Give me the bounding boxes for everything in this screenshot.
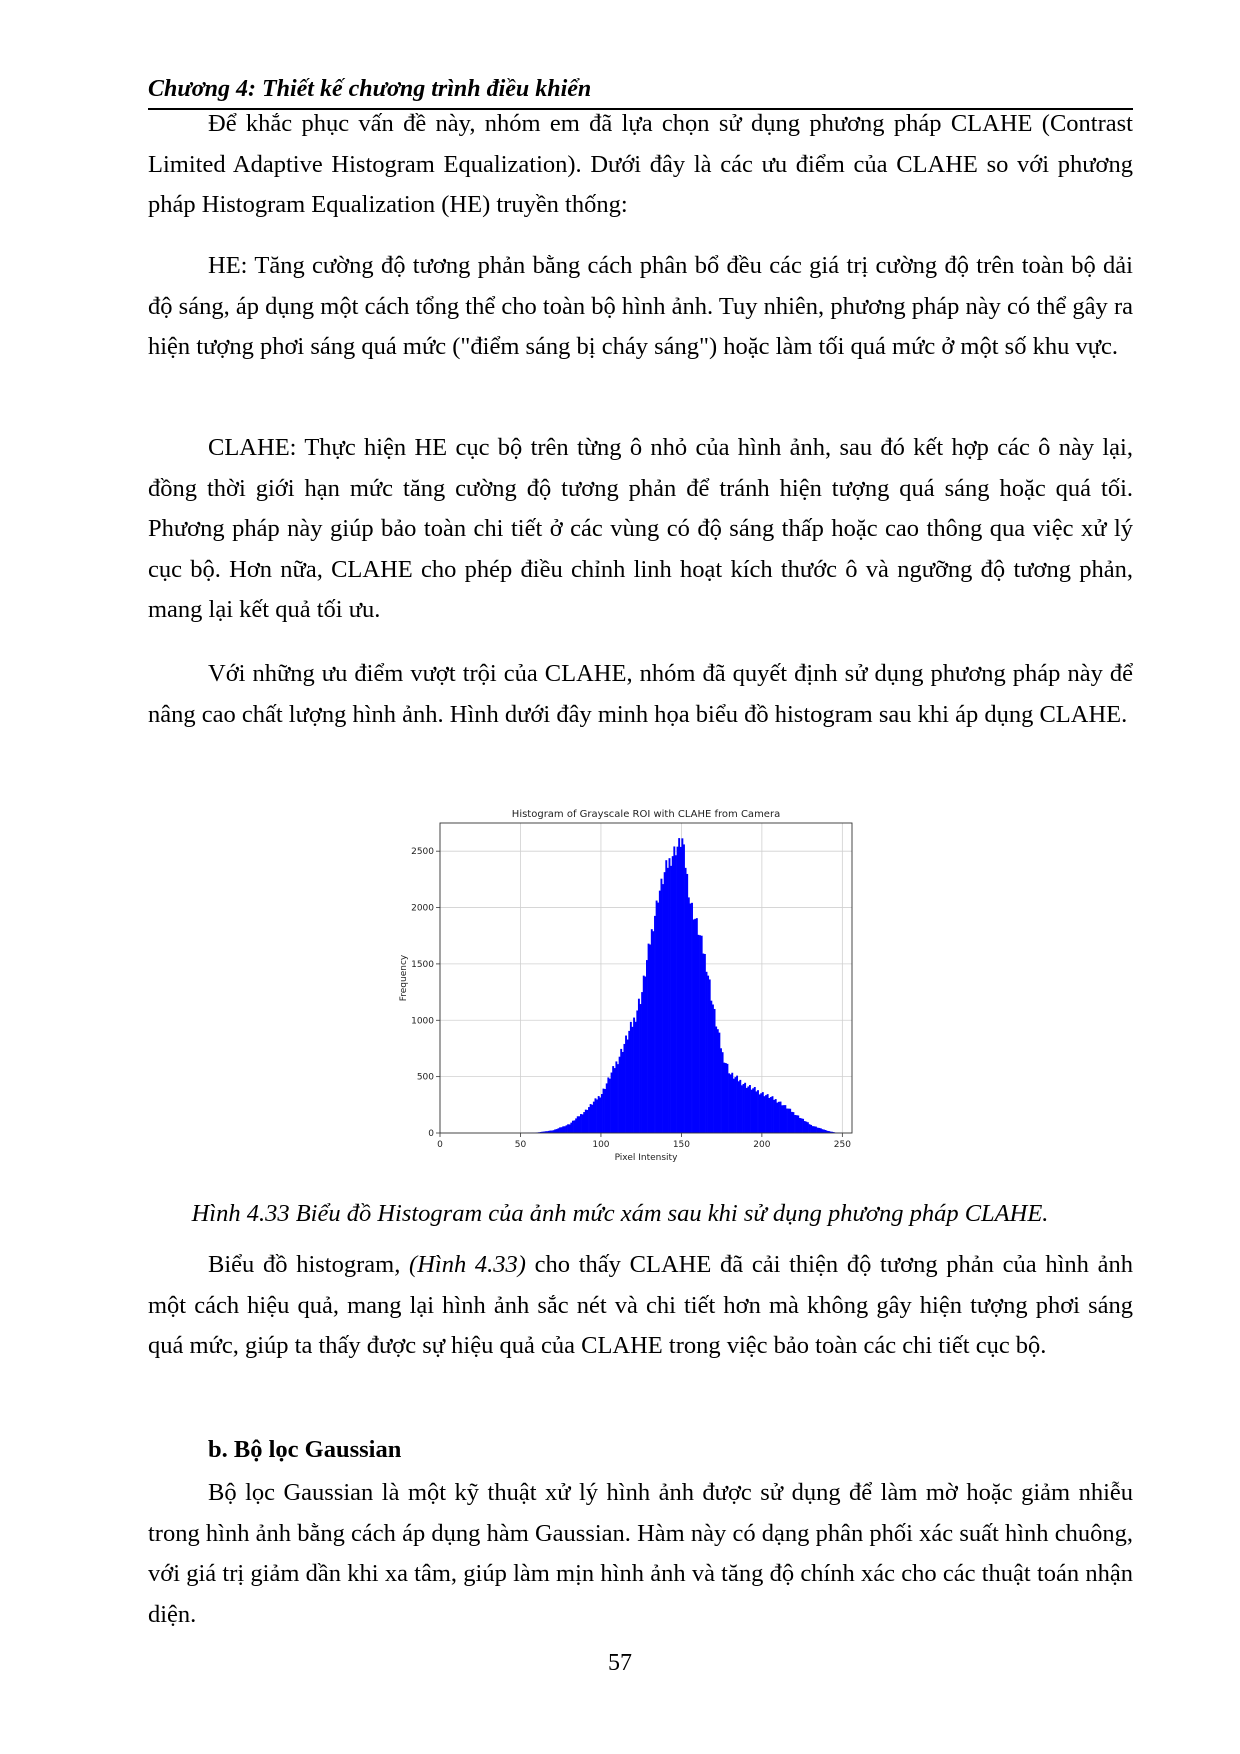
x-tick-label: 50 [514,1140,527,1150]
histogram-chart [392,805,872,1175]
y-axis-label: Frequency [399,954,409,1002]
paragraph-gaussian: Bộ lọc Gaussian là một kỹ thuật xử lý hình ảnh được sử dụng để làm mờ hoặc giảm nhiễu trong hình ảnh bằng cách áp dụng hàm Gaussian. Hàm này có dạng phân phối xác suất hình chuông, với giá trị giảm dần khi xa tâm, giúp làm mịn hình ảnh và tăng độ chính xác cho các thuật toán nhận diện. [148,1479,1133,1628]
analysis-text-start: Biểu đồ histogram [208,1251,395,1278]
y-tick-label: 2000 [411,903,434,914]
y-tick-label: 2500 [411,847,434,858]
figure-caption: Hình 4.33 Biểu đồ Histogram của ảnh mức xám sau khi sử dụng phương pháp CLAHE. [191,1200,1049,1227]
y-tick-label: 1000 [411,1016,434,1027]
chart-title: Histogram of Grayscale ROI with CLAHE from Camera [511,809,781,820]
paragraph-he: HE: Tăng cường độ tương phản bằng cách phân bổ đều các giá trị cường độ trên toàn bộ dải độ sáng, áp dụng một cách tổng thể cho toàn bộ hình ảnh. Tuy nhiên, phương pháp này có thể gây ra hiện tượng phơi sáng quá mức ("điểm sáng bị cháy sáng") hoặc làm tối quá mức ở một số khu vực. [148,252,1133,360]
x-tick-label: 200 [753,1140,771,1150]
x-tick-label: 150 [672,1140,690,1150]
y-tick-label: 0 [428,1129,434,1139]
analysis-text-end: cho thấy CLAHE đã cải thiện độ tương phản của hình ảnh một cách hiệu quả, mang lại hình ảnh sắc nét và chi tiết hơn mà không gây hiện tượng phơi sáng quá mức, giúp ta thấy được sự hiệu quả của CLAHE trong việc bảo toàn các chi tiết cục bộ. [148,1251,1133,1359]
y-tick-label: 1500 [411,959,434,970]
figure-reference: , (Hình 4.33) [394,1251,526,1278]
x-axis-label: Pixel Intensity [614,1153,678,1163]
paragraph-intro: Để khắc phục vấn đề này, nhóm em đã lựa chọn sử dụng phương pháp CLAHE (Contrast Limited Adaptive Histogram Equalization). Dưới đây là các ưu điểm của CLAHE so với phương pháp Histogram Equalization (HE) truyền thống: [148,110,1133,218]
x-tick-label: 250 [833,1140,851,1150]
paragraph-clahe: CLAHE: Thực hiện HE cục bộ trên từng ô nhỏ của hình ảnh, sau đó kết hợp các ô này lại, đồng thời giới hạn mức tăng cường độ tương phản để tránh hiện tượng quá sáng hoặc quá tối. Phương pháp này giúp bảo toàn chi tiết ở các vùng có độ sáng thấp hoặc cao thông qua việc xử lý cục bộ. Hơn nữa, CLAHE cho phép điều chỉnh linh hoạt kích thước ô và ngưỡng độ tương phản, mang lại kết quả tối ưu. [148,434,1133,623]
page-number: 57 [608,1650,632,1676]
x-tick-label: 100 [592,1140,610,1150]
paragraph-analysis [148,1245,1133,1367]
running-header: Chương 4: Thiết kế chương trình điều khiển [148,74,1133,110]
y-tick-label: 500 [416,1072,434,1083]
x-tick-label: 0 [437,1140,443,1150]
paragraph-conclusion: Với những ưu điểm vượt trội của CLAHE, nhóm đã quyết định sử dụng phương pháp này để nâng cao chất lượng hình ảnh. Hình dưới đây minh họa biểu đồ histogram sau khi áp dụng CLAHE. [148,660,1133,728]
section-heading: b. Bộ lọc Gaussian [208,1436,402,1463]
